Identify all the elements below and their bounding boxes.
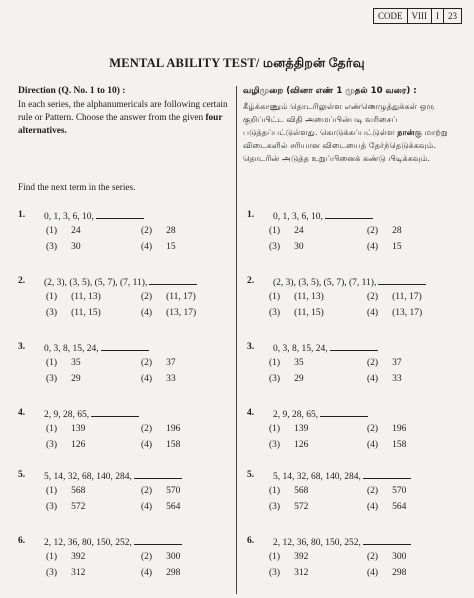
question-number: 5. [18, 470, 26, 480]
question-sequence [273, 470, 411, 482]
option-1[interactable] [269, 292, 324, 302]
option-3[interactable] [46, 502, 85, 512]
question-sequence [44, 536, 182, 548]
option-4[interactable] [367, 374, 402, 384]
option-label: (4) [367, 440, 379, 450]
option-value: 33 [392, 374, 402, 384]
option-label: (3) [269, 308, 281, 318]
question-number: 3. [18, 342, 26, 352]
question-number: 6. [18, 536, 26, 546]
direction-heading-ta: வழிமுறை (வினா எண் 1 முதல் 10 வரை) : [243, 86, 417, 96]
option-label: (4) [141, 440, 153, 450]
option-label: (4) [141, 568, 153, 578]
option-label: (1) [269, 486, 281, 496]
sequence-text: (2, 3), (3, 5), (5, 7), (7, 11), [273, 278, 377, 288]
option-label: (1) [269, 292, 281, 302]
sequence-text: 5, 14, 32, 68, 140, 284, [44, 472, 132, 482]
option-label: (3) [46, 502, 58, 512]
option-label: (2) [141, 226, 153, 236]
option-1[interactable] [46, 424, 85, 434]
option-3[interactable] [269, 502, 308, 512]
option-value: 126 [71, 440, 86, 450]
option-value: 312 [294, 568, 309, 578]
option-2[interactable] [367, 552, 406, 562]
option-3[interactable] [269, 568, 308, 578]
sequence-text: 0, 3, 8, 15, 24, [273, 344, 328, 354]
answer-blank [325, 210, 373, 219]
question-3-right [247, 342, 462, 397]
answer-blank [149, 276, 197, 285]
option-2[interactable] [367, 424, 406, 434]
question-6-right [247, 536, 462, 591]
question-sequence [273, 342, 378, 354]
option-4[interactable] [141, 502, 180, 512]
option-value: (11, 17) [166, 292, 196, 302]
option-4[interactable] [367, 242, 402, 252]
option-label: (4) [141, 374, 153, 384]
answer-blank [96, 210, 144, 219]
sequence-text: 2, 9, 28, 65, [273, 410, 319, 420]
option-label: (1) [46, 486, 58, 496]
option-3[interactable] [46, 440, 85, 450]
option-label: (2) [141, 292, 153, 302]
option-value: 15 [392, 242, 402, 252]
option-1[interactable] [269, 358, 304, 368]
question-number: 2. [18, 276, 26, 286]
option-value: (13, 17) [166, 308, 197, 318]
option-4[interactable] [367, 502, 406, 512]
question-sequence [44, 342, 149, 354]
option-value: 24 [294, 226, 304, 236]
sequence-text: 0, 1, 3, 6, 10, [273, 212, 323, 222]
option-4[interactable] [141, 568, 180, 578]
question-sequence [273, 536, 411, 548]
question-number: 4. [18, 408, 26, 418]
option-2[interactable] [367, 486, 406, 496]
option-4[interactable] [367, 568, 406, 578]
page-title: MENTAL ABILITY TEST/ மனத்திறன் தேர்வு [109, 56, 365, 70]
sequence-text: 2, 12, 36, 80, 150, 252, [273, 538, 361, 548]
option-value: 139 [71, 424, 86, 434]
option-label: (2) [367, 358, 379, 368]
option-3[interactable] [46, 374, 81, 384]
answer-blank [91, 408, 139, 417]
option-label: (4) [367, 568, 379, 578]
option-value: 300 [166, 552, 181, 562]
option-value: 30 [294, 242, 304, 252]
question-4-right [247, 408, 462, 463]
option-label: (3) [46, 568, 58, 578]
option-value: 139 [294, 424, 309, 434]
option-label: (1) [269, 424, 281, 434]
option-label: (2) [367, 552, 379, 562]
question-number: 1. [247, 210, 255, 220]
option-value: 35 [294, 358, 304, 368]
option-1[interactable] [46, 358, 81, 368]
column-divider [236, 86, 237, 594]
option-1[interactable] [46, 486, 85, 496]
question-number: 1. [18, 210, 26, 220]
option-1[interactable] [269, 552, 308, 562]
option-value: 196 [392, 424, 407, 434]
option-value: 392 [71, 552, 86, 562]
option-label: (3) [269, 374, 281, 384]
direction-text-ta: கீழ்க்காணும் தொடரிலுள்ள எண்ணெழுத்துக்கள் ஒரு குறிப்பிட்ட விதி அமைப்பின்படி வரிசைப் படுத்தப்பட்டுள்ளது. கொடுக்கப்பட்டுள்ள நான்கு மாற்று விடைகளில் சரியான விடையைத் தேர்ந்தெடுக்கவும். தொடரின் அடுத்த உறுப்பினைக் கண்டு பிடிக்கவும். [243, 101, 448, 163]
option-label: (3) [46, 242, 58, 252]
page-number: 23 [443, 9, 461, 23]
option-value: 28 [392, 226, 402, 236]
option-value: 37 [392, 358, 402, 368]
direction-heading-en: Direction (Q. No. 1 to 10) : [18, 86, 126, 96]
sequence-text: 0, 3, 8, 15, 24, [44, 344, 99, 354]
question-5-left [18, 470, 233, 525]
question-sequence [44, 470, 182, 482]
option-value: 572 [294, 502, 309, 512]
tamil-column [243, 86, 465, 165]
option-4[interactable] [141, 308, 196, 318]
option-value: (11, 13) [294, 292, 324, 302]
option-3[interactable] [269, 374, 304, 384]
question-2-left [18, 276, 233, 331]
answer-blank [378, 276, 426, 285]
option-3[interactable] [269, 242, 304, 252]
option-value: (13, 17) [392, 308, 423, 318]
option-label: (2) [367, 226, 379, 236]
option-label: (1) [46, 424, 58, 434]
option-value: 568 [294, 486, 309, 496]
option-value: 298 [392, 568, 407, 578]
question-sequence [44, 276, 197, 288]
option-label: (2) [367, 292, 379, 302]
option-4[interactable] [141, 242, 176, 252]
option-label: (3) [269, 502, 281, 512]
sequence-text: 0, 1, 3, 6, 10, [44, 212, 94, 222]
option-value: 29 [71, 374, 81, 384]
option-3[interactable] [46, 308, 101, 318]
find-next-term: Find the next term in the series. [18, 183, 136, 193]
option-value: 37 [166, 358, 176, 368]
option-value: 126 [294, 440, 309, 450]
answer-blank [330, 342, 378, 351]
option-value: (11, 17) [392, 292, 422, 302]
option-label: (4) [141, 242, 153, 252]
option-label: (3) [46, 308, 58, 318]
sequence-text: 2, 9, 28, 65, [44, 410, 90, 420]
option-value: 568 [71, 486, 86, 496]
option-label: (4) [367, 374, 379, 384]
option-2[interactable] [141, 226, 176, 236]
question-number: 4. [247, 408, 255, 418]
sequence-text: 2, 12, 36, 80, 150, 252, [44, 538, 132, 548]
option-label: (3) [269, 440, 281, 450]
option-label: (3) [46, 374, 58, 384]
option-1[interactable] [46, 292, 101, 302]
option-label: (1) [269, 552, 281, 562]
option-4[interactable] [367, 440, 406, 450]
question-5-right [247, 470, 462, 525]
option-label: (4) [367, 502, 379, 512]
answer-blank [101, 342, 149, 351]
option-value: 35 [71, 358, 81, 368]
option-2[interactable] [141, 486, 180, 496]
option-label: (4) [141, 502, 153, 512]
option-label: (1) [46, 226, 58, 236]
option-value: 30 [71, 242, 81, 252]
option-1[interactable] [269, 424, 308, 434]
option-value: 564 [166, 502, 181, 512]
option-1[interactable] [269, 226, 304, 236]
option-label: (1) [269, 358, 281, 368]
question-number: 5. [247, 470, 255, 480]
option-label: (3) [269, 568, 281, 578]
question-3-left [18, 342, 233, 397]
option-1[interactable] [269, 486, 308, 496]
option-value: 312 [71, 568, 86, 578]
answer-blank [134, 470, 182, 479]
question-sequence [273, 276, 426, 288]
option-value: (11, 15) [71, 308, 101, 318]
direction-text-en: In each series, the alphanumericals are following certain rule or Pattern. Choose the answer from the given four alternatives. [18, 100, 228, 136]
option-value: 28 [166, 226, 176, 236]
option-value: 24 [71, 226, 81, 236]
option-3[interactable] [269, 308, 324, 318]
question-number: 3. [247, 342, 255, 352]
option-value: 29 [294, 374, 304, 384]
option-label: (1) [46, 552, 58, 562]
question-2-right [247, 276, 462, 331]
option-2[interactable] [367, 226, 402, 236]
option-2[interactable] [141, 358, 176, 368]
option-4[interactable] [141, 440, 180, 450]
question-sequence [273, 408, 368, 420]
option-label: (2) [141, 424, 153, 434]
option-2[interactable] [141, 552, 180, 562]
option-value: 300 [392, 552, 407, 562]
option-value: 158 [392, 440, 407, 450]
option-4[interactable] [141, 374, 176, 384]
question-6-left [18, 536, 233, 591]
option-label: (2) [141, 486, 153, 496]
option-label: (2) [141, 552, 153, 562]
question-1-right [247, 210, 462, 265]
answer-blank [320, 408, 368, 417]
code-class: VIII [407, 9, 432, 23]
answer-blank [363, 536, 411, 545]
option-label: (4) [367, 308, 379, 318]
option-2[interactable] [367, 358, 402, 368]
option-3[interactable] [46, 568, 85, 578]
question-number: 6. [247, 536, 255, 546]
question-number: 2. [247, 276, 255, 286]
answer-blank [363, 470, 411, 479]
option-2[interactable] [141, 424, 180, 434]
option-1[interactable] [46, 226, 81, 236]
option-3[interactable] [46, 242, 81, 252]
sequence-text: (2, 3), (3, 5), (5, 7), (7, 11), [44, 278, 148, 288]
question-sequence [44, 210, 144, 222]
code-set: I [431, 9, 443, 23]
sequence-text: 5, 14, 32, 68, 140, 284, [273, 472, 361, 482]
option-value: 392 [294, 552, 309, 562]
option-2[interactable] [141, 292, 196, 302]
option-value: 564 [392, 502, 407, 512]
option-value: 15 [166, 242, 176, 252]
option-label: (3) [269, 242, 281, 252]
option-value: 33 [166, 374, 176, 384]
option-4[interactable] [367, 308, 422, 318]
option-3[interactable] [269, 440, 308, 450]
question-sequence [44, 408, 139, 420]
option-label: (2) [367, 486, 379, 496]
option-label: (4) [367, 242, 379, 252]
option-label: (1) [46, 292, 58, 302]
code-label: CODE [378, 11, 403, 21]
option-value: 572 [71, 502, 86, 512]
option-value: (11, 15) [294, 308, 324, 318]
code-box [373, 8, 462, 24]
question-sequence [273, 210, 373, 222]
option-label: (3) [46, 440, 58, 450]
option-label: (1) [269, 226, 281, 236]
option-value: 298 [166, 568, 181, 578]
option-label: (2) [367, 424, 379, 434]
question-4-left [18, 408, 233, 463]
option-value: 158 [166, 440, 181, 450]
option-label: (2) [141, 358, 153, 368]
option-label: (1) [46, 358, 58, 368]
option-2[interactable] [367, 292, 422, 302]
answer-blank [134, 536, 182, 545]
option-value: 570 [392, 486, 407, 496]
option-value: (11, 13) [71, 292, 101, 302]
question-1-left [18, 210, 233, 265]
option-value: 196 [166, 424, 181, 434]
option-value: 570 [166, 486, 181, 496]
english-column [18, 86, 232, 138]
option-1[interactable] [46, 552, 85, 562]
option-label: (4) [141, 308, 153, 318]
